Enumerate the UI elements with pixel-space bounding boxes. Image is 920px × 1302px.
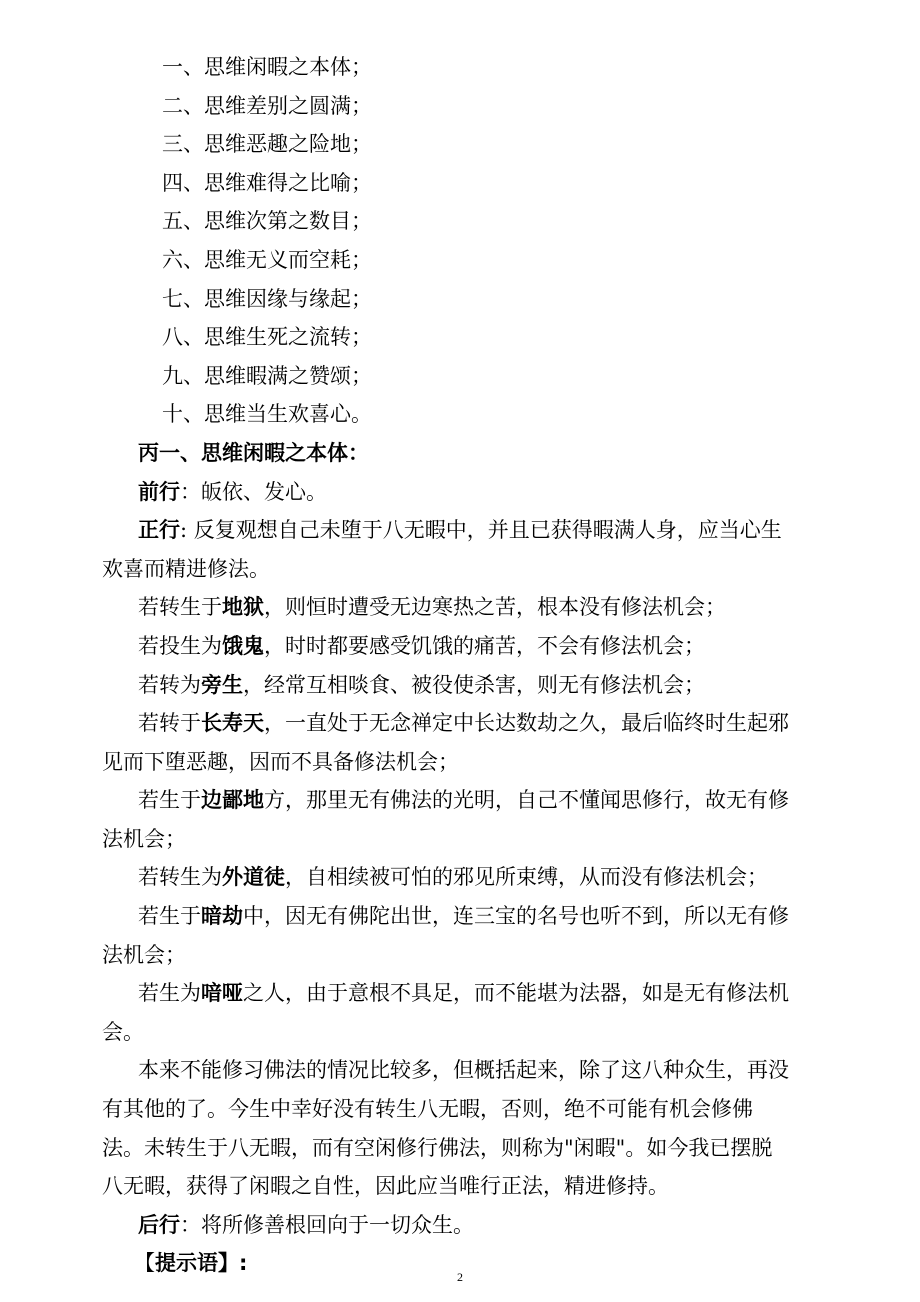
preliminary-paragraph	[138, 473, 828, 512]
list-item: 六、思维无义而空耗；	[162, 247, 372, 272]
list-item: 九、思维暇满之赞颂；	[162, 363, 372, 388]
realm-paragraph	[102, 627, 792, 666]
conclusion-label: 后行	[138, 1212, 180, 1237]
realm-post: ，经常互相啖食、被役使杀害，则无有修法机会；	[243, 672, 705, 697]
realm-term: 地狱	[222, 595, 264, 620]
section-heading: 丙一、思维闲暇之本体：	[138, 440, 369, 465]
realm-term: 暗劫	[201, 904, 243, 929]
realm-paragraph	[102, 781, 792, 858]
realm-post: 之人，由于意根不具足，而不能堪为法器，如是无有修法机会。	[102, 981, 789, 1044]
realm-post: 方，那里无有佛法的光明，自己不懂闻思修行，故无有修法机会；	[102, 788, 789, 851]
realm-post: ，时时都要感受饥饿的痛苦，不会有修法机会；	[264, 633, 705, 658]
preliminary-text: ：皈依、发心。	[180, 479, 327, 504]
list-item: 五、思维次第之数目；	[162, 209, 372, 234]
realm-pre: 若投生为	[138, 633, 222, 658]
page-number: 2	[457, 1270, 463, 1284]
realm-term: 饿鬼	[222, 633, 264, 658]
realm-pre: 若转生于	[138, 595, 222, 620]
list-item: 二、思维差别之圆满；	[162, 93, 372, 118]
prompt-label: 提示语	[155, 1251, 218, 1276]
conclusion-text: ：将所修善根回向于一切众生。	[180, 1212, 474, 1237]
main-practice-label: 正行	[138, 518, 180, 543]
realm-term: 边鄙地	[201, 788, 264, 813]
preliminary-label: 前行	[138, 479, 180, 504]
list-item: 一、思维闲暇之本体；	[162, 55, 372, 79]
realm-pre: 若生为	[138, 981, 201, 1006]
realm-paragraph	[102, 858, 792, 897]
realm-pre: 若生于	[138, 788, 201, 813]
realm-pre: 若生于	[138, 904, 201, 929]
prompt-close-bracket: 】:	[218, 1251, 248, 1276]
realm-post: 中，因无有佛陀出世，连三宝的名号也听不到，所以无有修法机会；	[102, 904, 789, 967]
realm-paragraph	[102, 897, 792, 974]
main-practice-text: : 反复观想自己未堕于八无暇中，并且已获得暇满人身，应当心生欢喜而精进修法。	[102, 518, 782, 581]
realm-term: 长寿天	[201, 711, 264, 736]
realm-pre: 若转于	[138, 711, 201, 736]
list-item: 七、思维因缘与缘起；	[162, 286, 372, 311]
realm-paragraph	[102, 666, 792, 705]
list-item: 四、思维难得之比喻；	[162, 170, 372, 195]
topic-list	[138, 48, 828, 434]
realm-pre: 若转生为	[138, 865, 222, 890]
list-item: 三、思维恶趣之险地；	[162, 132, 372, 157]
realm-post: ，一直处于无念禅定中长达数劫之久，最后临终时生起邪见而下堕恶趣，因而不具备修法机会；	[102, 711, 789, 774]
realm-term: 外道徒	[222, 865, 285, 890]
main-practice-paragraph	[102, 511, 792, 588]
list-item: 十、思维当生欢喜心。	[162, 402, 372, 427]
realm-paragraph	[102, 974, 792, 1051]
list-item: 八、思维生死之流转；	[162, 325, 372, 350]
realm-paragraph	[102, 704, 792, 781]
realm-term: 旁生	[201, 672, 243, 697]
realm-post: ，则恒时遭受无边寒热之苦，根本没有修法机会；	[264, 595, 726, 620]
realm-paragraph	[102, 588, 792, 627]
conclusion-paragraph	[138, 1206, 828, 1245]
realm-pre: 若转为	[138, 672, 201, 697]
prompt-open-bracket: 【	[134, 1251, 155, 1276]
realm-term: 喑哑	[201, 981, 243, 1006]
realm-post: ，自相续被可怕的邪见所束缚，从而没有修法机会；	[285, 865, 768, 890]
page-content	[102, 48, 828, 1283]
summary-paragraph: 本来不能修习佛法的情况比较多，但概括起来，除了这八种众生，再没有其他的了。今生中幸好没有转生八无暇，否则，绝不可能有机会修佛法。未转生于八无暇，而有空闲修行佛法，则称为"闲暇"。如今我已摆脱八无暇，获得了闲暇之自性，因此应当唯行正法，精进修持。	[102, 1058, 789, 1199]
